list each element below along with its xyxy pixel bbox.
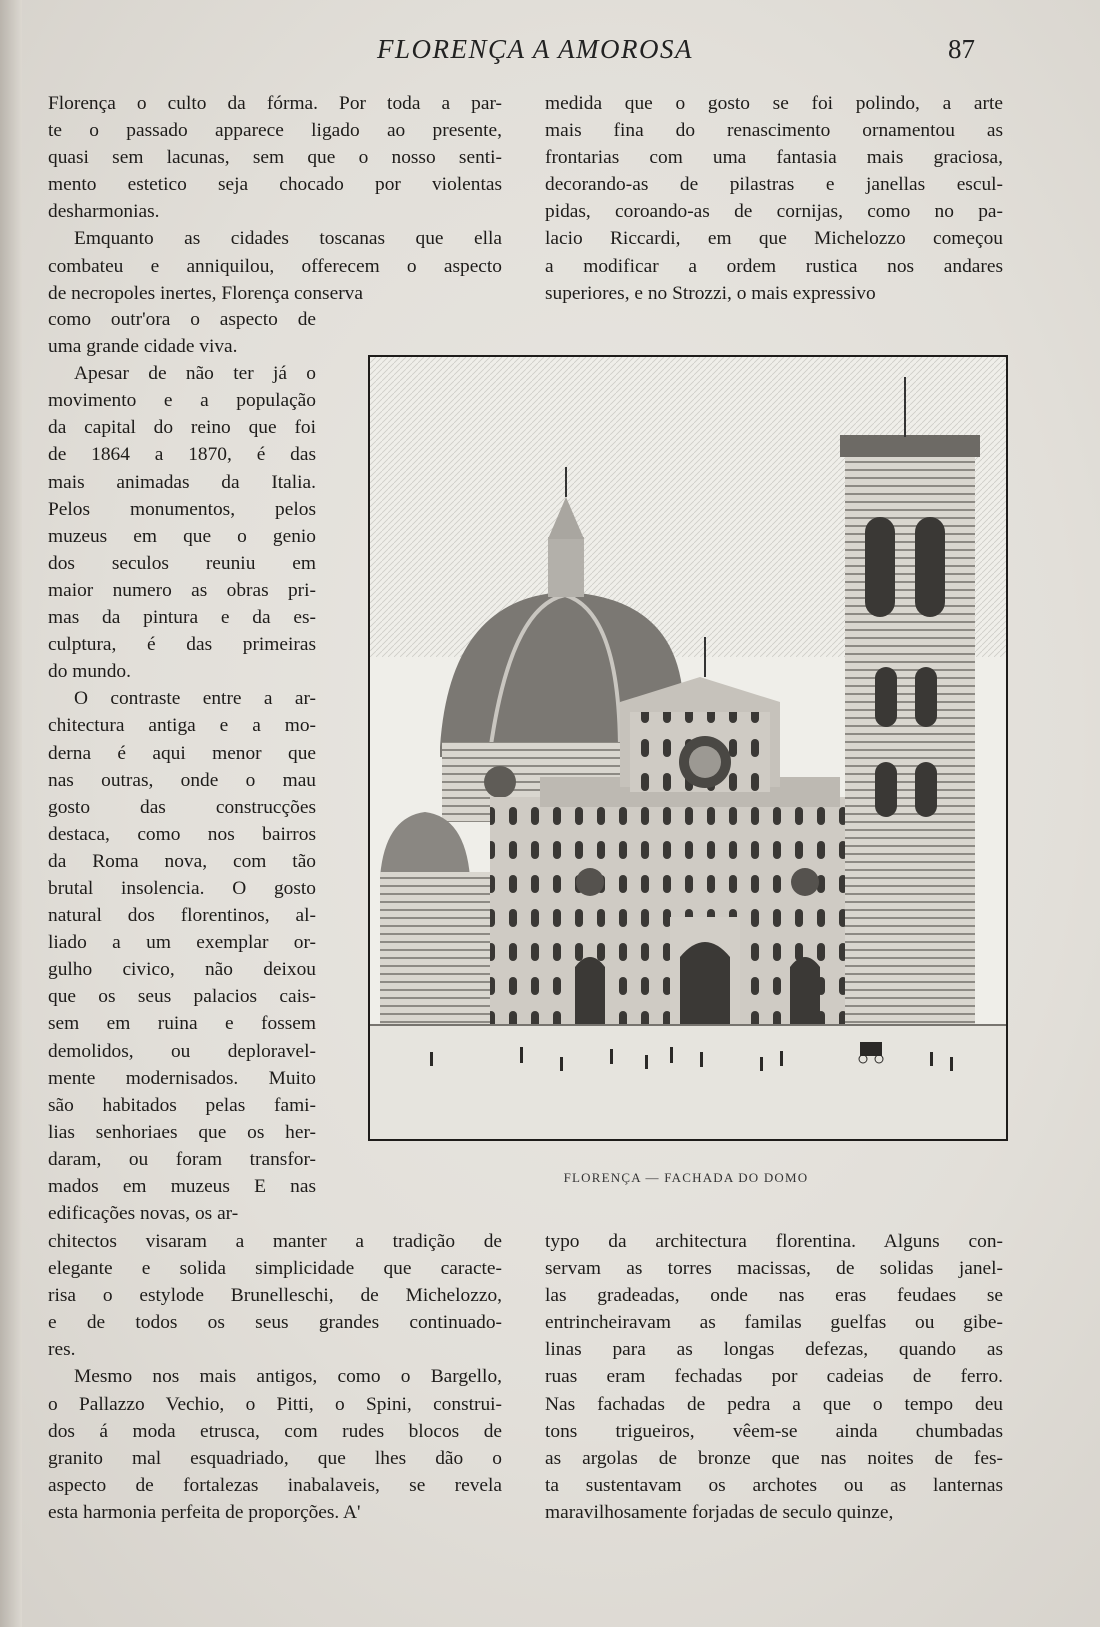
text-line: nas outras, onde o mau (48, 769, 316, 791)
text-line: de 1864 a 1870, é das (48, 444, 316, 466)
text-line: edificações novas, os ar- (48, 1203, 239, 1225)
text-line: dos seculos reuniu em (48, 552, 316, 574)
text-line: lacio Riccardi, em que Michelozzo começou (545, 228, 1003, 250)
right-column-bottom (545, 1228, 1003, 1526)
text-line: mento estetico seja chocado por violentas (48, 174, 502, 196)
text-line: movimento e a população (48, 390, 316, 412)
text-line: elegante e solida simplicidade que caracte- (48, 1258, 502, 1280)
text-line: maravilhosamente forjadas de seculo quinze, (545, 1501, 894, 1523)
text-line: liado a um exemplar or- (48, 932, 316, 954)
text-line: desharmonias. (48, 201, 160, 223)
text-line: daram, ou foram transfor- (48, 1148, 316, 1170)
text-line: superiores, e no Strozzi, o mais expressivo (545, 282, 876, 304)
text-line: O contraste entre a ar- (74, 688, 316, 710)
text-line: demolidos, ou deploravel- (48, 1040, 316, 1062)
text-line: linas para as longas defezas, quando as (545, 1339, 1003, 1361)
text-line: Mesmo nos mais antigos, como o Bargello, (74, 1366, 502, 1388)
text-line: lias senhoriaes que os her- (48, 1121, 316, 1143)
duomo-illustration (368, 355, 1008, 1141)
text-line: las gradeadas, onde nas eras feudaes se (545, 1285, 1003, 1307)
text-line: te o passado apparece ligado ao presente, (48, 120, 502, 142)
text-line: entrincheiravam as familas guelfas ou gibe- (545, 1312, 1003, 1334)
text-line: esta harmonia perfeita de proporções. A' (48, 1501, 361, 1523)
text-line: mais fina do renascimento ornamentou as (545, 120, 1003, 142)
text-line: mente modernisados. Muito (48, 1067, 316, 1089)
text-line: derna é aqui menor que (48, 742, 316, 764)
text-line: Emquanto as cidades toscanas que ella (74, 228, 502, 250)
text-line: quasi sem lacunas, sem que o nosso senti- (48, 147, 502, 169)
left-column-top (48, 90, 502, 307)
text-line: são habitados pelas fami- (48, 1094, 316, 1116)
figure-caption: FLORENÇA — FACHADA DO DOMO (563, 1170, 809, 1185)
page-number: 87 (948, 34, 975, 64)
text-line: typo da architectura florentina. Alguns con- (545, 1231, 1003, 1252)
text-line: culptura, é das primeiras (48, 634, 316, 656)
text-line: ta sustentavam os archotes ou as lanternas (545, 1474, 1003, 1496)
text-line: brutal insolencia. O gosto (48, 877, 316, 899)
text-line: servam as torres macissas, de solidas janel- (545, 1258, 1003, 1280)
text-line: que os seus palacios cais- (48, 986, 316, 1008)
text-line: do mundo. (48, 661, 131, 683)
text-line: Nas fachadas de pedra a que o tempo deu (545, 1393, 1003, 1415)
text-line: da Roma nova, com tão (48, 850, 316, 872)
text-line: chitectos visaram a manter a tradição de (48, 1231, 502, 1252)
duomo-engraving (370, 357, 1006, 1139)
text-line: de necropoles inertes, Florença conserva (48, 282, 363, 304)
text-line: medida que o gosto se foi polindo, a arte (545, 93, 1003, 114)
text-line: granito mal esquadriado, que lhes dão o (48, 1447, 502, 1469)
right-column-top (545, 90, 1003, 307)
text-line: as argolas de bronze que nas noites de fes- (545, 1447, 1003, 1469)
text-line: risa o estylode Brunelleschi, de Michelozzo, (48, 1285, 502, 1307)
text-line: Apesar de não ter já o (74, 363, 316, 385)
text-line: mas da pintura e da es- (48, 607, 316, 629)
text-line: ruas eram fechadas por cadeias de ferro. (545, 1366, 1003, 1388)
text-line: a modificar a ordem rustica nos andares (545, 255, 1003, 277)
text-line: da capital do reino que foi (48, 417, 316, 439)
text-line: chitectura antiga e a mo- (48, 715, 316, 737)
left-column-bottom (48, 1228, 502, 1526)
text-line: como outr'ora o aspecto de (48, 309, 316, 330)
text-line: decorando-as de pilastras e janellas escul- (545, 174, 1003, 196)
text-line: maior numero as obras pri- (48, 579, 316, 601)
text-line: natural dos florentinos, al- (48, 905, 316, 927)
text-line: destaca, como nos bairros (48, 823, 316, 845)
text-line: aspecto de fortalezas inabalaveis, se revela (48, 1474, 502, 1496)
text-line: uma grande cidade viva. (48, 336, 238, 358)
text-line: e de todos os seus grandes continuado- (48, 1312, 502, 1334)
text-line: frontarias com uma fantasia mais graciosa, (545, 147, 1003, 169)
text-line: o Pallazzo Vechio, o Pitti, o Spini, construi- (48, 1393, 502, 1415)
text-line: gulho civico, não deixou (48, 959, 316, 981)
text-line: Florença o culto da fórma. Por toda a par- (48, 93, 502, 114)
text-line: mais animadas da Italia. (48, 471, 316, 493)
text-line: mados em muzeus E nas (48, 1176, 316, 1197)
page-gutter-shadow (0, 0, 22, 1627)
campanile-tower (840, 377, 980, 1027)
text-line: muzeus em que o genio (48, 525, 316, 547)
text-line: tons trigueiros, vêem-se ainda chumbadas (545, 1420, 1003, 1442)
piazza (370, 1025, 1006, 1139)
text-line: pidas, coroando-as de cornijas, como no pa- (545, 201, 1003, 223)
left-column-narrow (48, 306, 316, 1227)
text-line: res. (48, 1339, 76, 1361)
text-line: gosto das construcções (48, 796, 316, 818)
text-line: dos á moda etrusca, com rudes blocos de (48, 1420, 502, 1442)
text-line: Pelos monumentos, pelos (48, 498, 316, 520)
text-line: combateu e anniquilou, offerecem o aspecto (48, 255, 502, 277)
running-title: FLORENÇA A AMOROSA (376, 34, 693, 64)
text-line: sem em ruina e fossem (48, 1013, 316, 1035)
